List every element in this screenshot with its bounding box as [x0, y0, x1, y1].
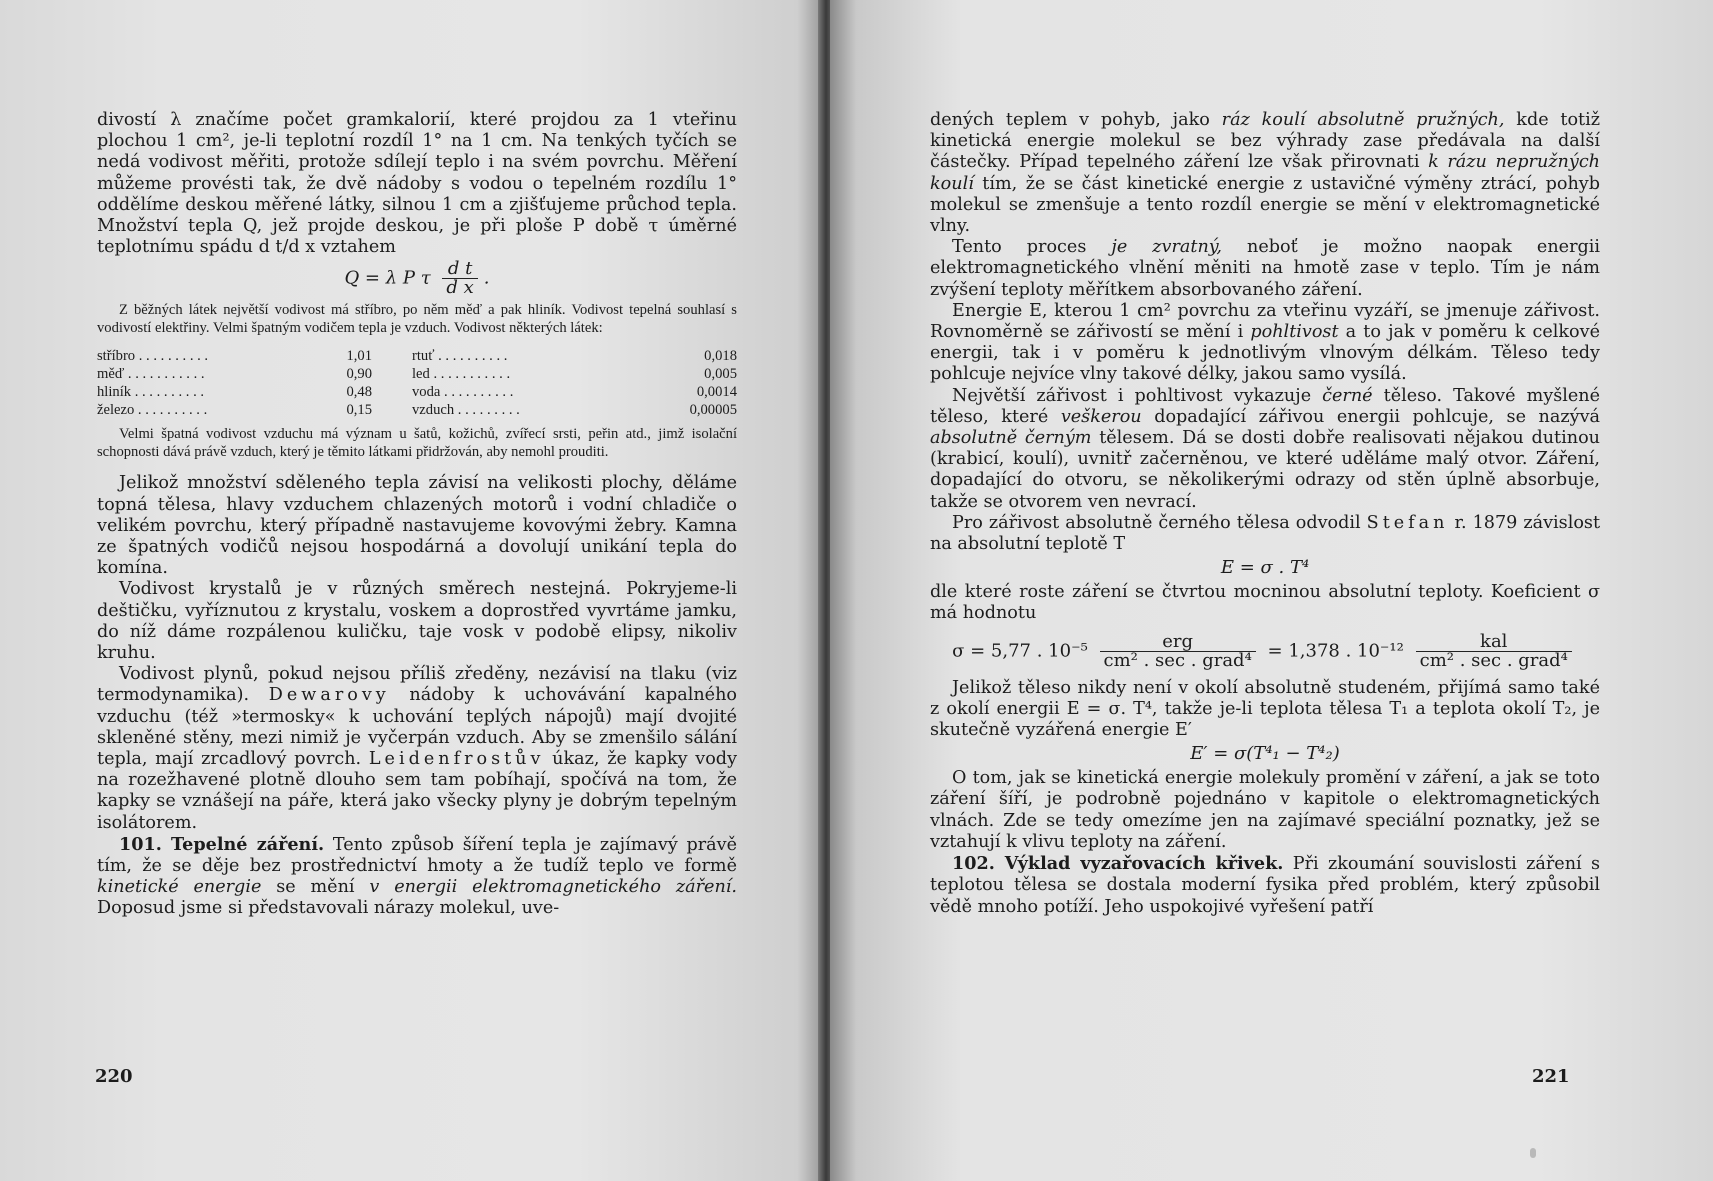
section-102: 102. Výklad vyzařovacích křivek. Při zkoumání souvislosti záření s teplotou tělesa se dostala moderní fysika před problém, který způsobil vědě mnoho potíží. Jeho uspokojivé vyřešení patří: [930, 853, 1601, 917]
fraction-denominator: d x: [446, 277, 474, 299]
fraction: [442, 260, 477, 297]
material-value: 1,01: [346, 348, 372, 365]
paragraph: Pro zářivost absolutně černého tělesa odvodil Stefan r. 1879 závislost na absolutní teplotě T: [930, 512, 1601, 555]
equation-net-radiation: E′ = σ(T⁴₁ − T⁴₂): [1190, 743, 1340, 765]
table-row: [97, 365, 737, 383]
equation-dot: .: [483, 267, 490, 289]
right-text-column: [930, 110, 1600, 918]
paragraph: dených teplem v pohyb, jako ráz koulí absolutně pružných, kde totiž kinetická energie molekul se bez výhrady zase předávala na další částečky. Případ tepelného záření lze však přirovnati k rázu nepružných koulí tím, že se část kinetické energie z ustavičné výměny ztrácí, pohyb molekul se zmenšuje a tento rozdíl energie se mění v elektromagnetické vlny.: [930, 110, 1601, 237]
conductivity-table: [97, 347, 737, 419]
paper-spot: [1530, 1148, 1536, 1158]
paragraph: dle které roste záření se čtvrtou mocninou absolutní teploty. Koeficient σ má hodnotu: [930, 582, 1600, 624]
material-name: měď . . . . . . . . . . .: [97, 366, 205, 383]
equation-sigma-value: σ = 5,77 . 10⁻⁵ $\frac{\text{erg}}{\text{cm² . sec . grad⁴}}$ = 1,378 . 10⁻¹² $\frac{\text{kal}}{\text{cm² . sec . grad⁴}}$: [930, 633, 1600, 670]
person-name: Dewarovy: [268, 685, 390, 706]
material-name: železo . . . . . . . . . .: [97, 402, 208, 419]
material-name: voda . . . . . . . . . .: [412, 384, 514, 401]
material-name: rtuť . . . . . . . . . .: [412, 348, 508, 365]
material-value: 0,018: [704, 348, 737, 365]
person-name: Stefan: [1366, 512, 1449, 533]
person-name: Leidenfrostův: [368, 749, 545, 770]
material-value: 0,90: [346, 366, 372, 383]
paragraph: Tento proces je zvratný, neboť je možno naopak energii elektromagnetického vlnění měniti na hmotě zase v teplo. Tím je nám zvýšení teploty měřítkem absorbovaného záření.: [930, 237, 1601, 300]
small-paragraph: Z běžných látek největší vodivost má stříbro, po něm měď a pak hliník. Vodivost tepelná souhlasí s vodivostí elektřiny. Velmi špatným vodičem tepla je vzduch. Vodivost některých látek:: [97, 302, 737, 337]
table-row: [97, 401, 737, 419]
material-value: 0,005: [704, 366, 737, 383]
fraction: $\frac{\text{erg}}{\text{cm² . sec . grad⁴}}$: [1100, 633, 1256, 670]
paragraph: Energie E, kterou 1 cm² povrchu za vteřinu vyzáří, se jmenuje zářivost. Rovnoměrně se zářivostí se mění i pohltivost a to jak v poměru k celkové energii, tak i v poměru k jednotlivým vlnovým délkám. Těleso tedy pohlcuje nejvíce vlny takové délky, jakou samo vysílá.: [930, 300, 1601, 385]
paragraph: O tom, jak se kinetická energie molekuly promění v záření, a jak se toto záření šíří, je podrobně pojednáno v kapitole o elektromagnetických vlnách. Zde se tedy omezíme jen na zajímavé speciální poznatky, jež se vztahují k vlivu teploty na záření.: [930, 768, 1600, 852]
paragraph: Vodivost krystalů je v různých směrech nestejná. Pokryjeme-li deštičku, vyříznutou z krystalu, voskem a doprostřed vyvrtáme jamku, do níž dáme rozpálenou kuličku, taje vosk v podobě elipsy, nikoliv kruhu.: [97, 579, 737, 664]
small-print-block: [97, 425, 737, 461]
fraction: $\frac{\text{kal}}{\text{cm² . sec . grad⁴}}$: [1416, 633, 1572, 670]
section-heading: 102. Výklad vyzařovacích křivek.: [952, 853, 1284, 875]
section-heading: 101. Tepelné záření.: [119, 833, 325, 855]
paragraph: divostí λ značíme počet gramkalorií, které projdou za 1 vteřinu plochou 1 cm², je-li teplotní rozdíl 1° na 1 cm. Na tenkých tyčích se nedá vodivost měřiti, protože sdílejí teplo i na svém povrchu. Měření můžeme provésti tak, že dvě nádoby s vodou o tepelném rozdílu 1° oddělíme deskou měřené látky, silnou 1 cm a zjišťujeme průchod tepla. Množství tepla Q, jež projde deskou, je při ploše P době τ úměrné teplotnímu spádu d t/d x vztahem: [97, 110, 737, 258]
small-paragraph: Velmi špatná vodivost vzduchu má význam u šatů, kožichů, zvířecí srsti, peřin atd., jimž isolační schopnosti dává právě vzduch, který je těmito látkami přidržován, aby nemohl prouditi.: [97, 426, 737, 461]
material-value: 0,00005: [689, 402, 737, 419]
page-number: 221: [1532, 1066, 1570, 1087]
paragraph: Vodivost plynů, pokud nejsou příliš zředěny, nezávisí na tlaku (viz termodynamika). Dewarovy nádoby k uchovávání kapalného vzduchu (též »termosky« k uchování teplých nápojů) mají dvojité skleněné stěny, mezi nimiž je vyčerpán vzduch. Aby se zmenšilo sálání tepla, mají zrcadlový povrch. Leidenfrostův úkaz, že kapky vody na rozežhavené plotně dlouho sem tam pobíhají, spočívá na tom, že kapky se vznášejí na páře, která jako všecky plyny je dobrým tepelným isolátorem.: [97, 664, 738, 833]
paragraph: Jelikož množství sděleného tepla závisí na velikosti plochy, děláme topná tělesa, hlavy vzduchem chlazených motorů i vodní chladiče o velikém povrchu, který případně nastavujeme kovovými žebry. Kamna ze špatných vodičů nejsou hospodárná a dovolují unikání tepla do komína.: [97, 473, 737, 579]
material-name: stříbro . . . . . . . . . .: [97, 348, 209, 365]
equation-heat-flow: [97, 260, 737, 297]
material-name: led . . . . . . . . . . .: [412, 366, 511, 383]
page-number: 220: [95, 1066, 133, 1087]
paragraph: Jelikož těleso nikdy není v okolí absolutně studeném, přijímá samo také z okolí energii E = σ. T⁴, takže je-li teplota tělesa T₁ a teplota okolí T₂, je skutečně vyzářená energie E′: [930, 677, 1600, 741]
section-101: 101. Tepelné záření. Tento způsob šíření tepla je zajímavý právě tím, že se děje bez prostřednictví hmoty a že tudíž teplo ve formě kinetické energie se mění v energii elektromagnetického záření. Doposud jsme si představovali nárazy molekul, uve-: [97, 833, 737, 919]
equation-stefan: E = σ . T⁴: [1220, 557, 1310, 579]
material-value: 0,0014: [696, 384, 737, 401]
paragraph: Největší zářivost i pohltivost vykazuje černé těleso. Takové myšlené těleso, které veškerou dopadající zářivou energii pohlcuje, se nazývá absolutně černým tělesem. Dá se dosti dobře realisovati nějakou dutinou (krabicí, koulí), uvnitř začerněnou, ve které uděláme malý otvor. Záření, dopadající do otvoru, se několikerými odrazy od stěn úplně absorbuje, takže se otvorem ven nevrací.: [930, 385, 1601, 512]
table-row: [97, 347, 737, 365]
material-value: 0,48: [346, 384, 372, 401]
small-print-block: [97, 301, 737, 337]
material-name: vzduch . . . . . . . . .: [412, 402, 520, 419]
right-page: [830, 0, 1713, 1181]
material-name: hliník . . . . . . . . . .: [97, 384, 205, 401]
table-row: [97, 383, 737, 401]
left-page: [0, 0, 822, 1181]
left-text-column: [97, 110, 737, 920]
material-value: 0,15: [346, 402, 372, 419]
fraction-numerator: d t: [442, 260, 477, 279]
equation-lhs: Q = λ P τ: [344, 267, 431, 289]
